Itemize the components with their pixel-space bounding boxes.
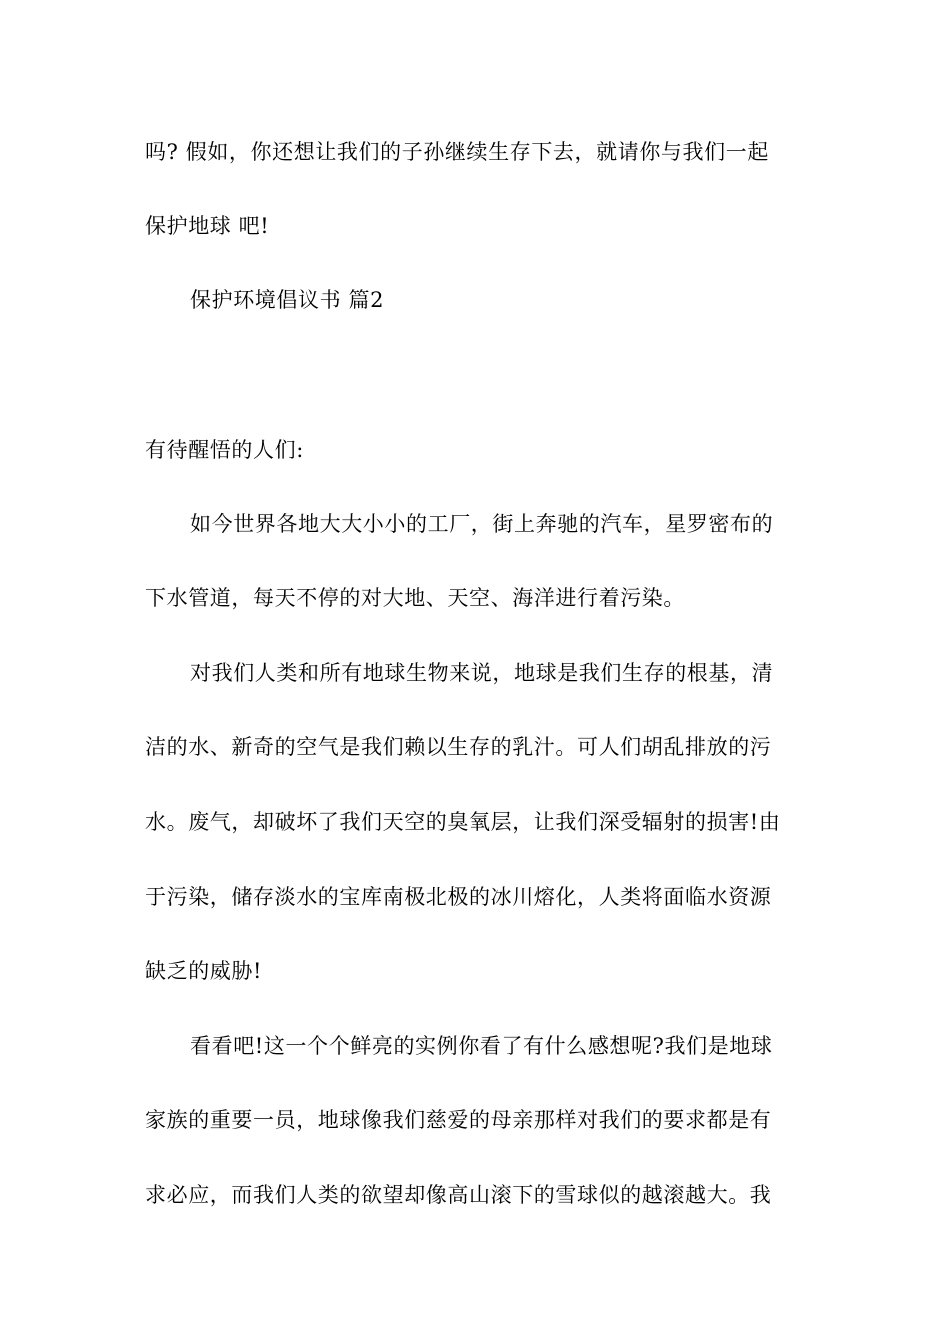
paragraph-line: 保护地球 吧! — [145, 214, 270, 238]
paragraph-line: 洁的水、新奇的空气是我们赖以生存的乳汁。可人们胡乱排放的污 — [145, 735, 772, 759]
paragraph-line: 家族的重要一员，地球像我们慈爱的母亲那样对我们的要求都是有 — [145, 1108, 772, 1132]
paragraph-line: 对我们人类和所有地球生物来说，地球是我们生存的根基，清 — [190, 661, 774, 685]
paragraph-line: 看看吧!这一个个鲜亮的实例你看了有什么感想呢?我们是地球 — [190, 1034, 773, 1058]
section-heading: 保护环境倡议书 篇2 — [190, 288, 385, 312]
paragraph-line: 于污染，储存淡水的宝库南极北极的冰川熔化，人类将面临水资源 — [145, 885, 772, 909]
paragraph-line: 如今世界各地大大小小的工厂，街上奔驰的汽车，星罗密布的 — [190, 512, 774, 536]
paragraph-line: 求必应，而我们人类的欲望却像高山滚下的雪球似的越滚越大。我 — [145, 1183, 772, 1207]
paragraph-line: 缺乏的威胁! — [145, 959, 263, 983]
paragraph-line: 下水管道，每天不停的对大地、天空、海洋进行着污染。 — [145, 586, 685, 610]
paragraph-line: 吗? 假如，你还想让我们的子孙继续生存下去，就请你与我们一起 — [145, 140, 769, 164]
salutation: 有待醒悟的人们: — [145, 438, 304, 462]
paragraph-line: 水。废气，却破坏了我们天空的臭氧层，让我们深受辐射的损害!由 — [145, 810, 781, 834]
